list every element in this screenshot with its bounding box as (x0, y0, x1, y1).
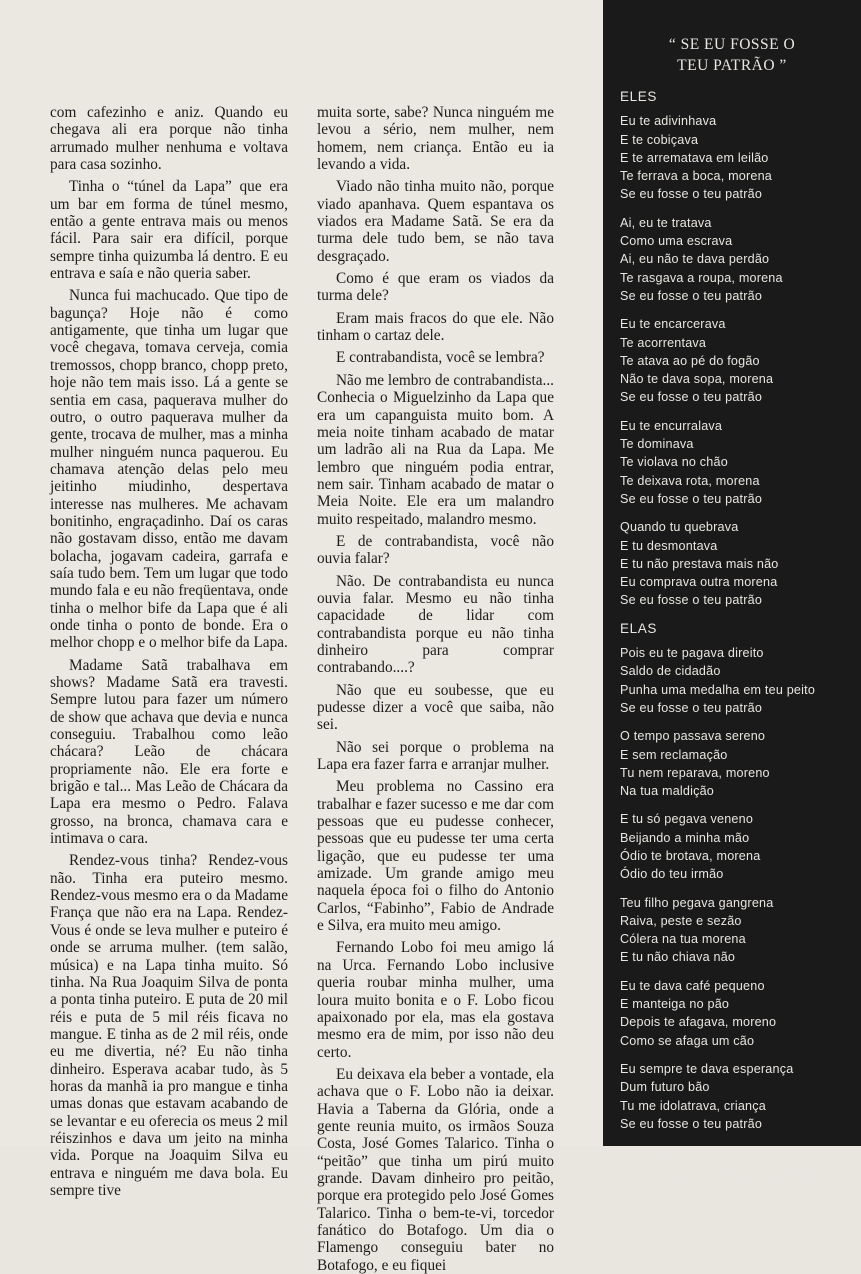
lyrics-line: Ódio do teu irmão (620, 867, 724, 882)
lyrics-line: Quando tu quebrava (620, 520, 739, 535)
article-paragraph: Tinha o “túnel da Lapa” que era um bar em forma de túnel mesmo, então a gente entrava mais ou menos fácil. Para sair era difícil, porque sempre tinha quizumba lá dentro. E eu entrava e saía e não queria saber. (50, 178, 288, 283)
lyrics-line: Pois eu te pagava direito (620, 646, 764, 661)
lyrics-line: Tu nem reparava, moreno (620, 765, 770, 780)
lyrics-stanza (620, 1060, 856, 1133)
lyrics-stanza (620, 417, 856, 508)
article-paragraph: Eram mais fracos do que ele. Não tinham o cartaz dele. (317, 309, 554, 345)
lyrics-line: Teu filho pegava gangrena (620, 895, 774, 910)
article-paragraph: E contrabandista, você se lembra? (336, 349, 545, 367)
article-paragraph: Fernando Lobo foi meu amigo lá na Urca. Fernando Lobo inclusive queria roubar minha mulher, uma loura muito bonita e o F. Lobo ficou apaixonado por ela, mas ela gostava mesmo era de mim, por isso não deu certo. (317, 939, 554, 1061)
article-column-middle (317, 104, 554, 1274)
lyrics-line: E tu não prestava mais não (620, 556, 779, 571)
lyrics-stanza (620, 810, 856, 883)
lyrics-line: Se eu fosse o teu patrão (620, 187, 763, 202)
lyrics-line: Te deixava rota, morena (620, 473, 760, 488)
lyrics-line: E tu só pegava veneno (620, 812, 754, 827)
lyrics-line: Ai, eu te tratava (620, 215, 712, 230)
article-paragraph: Não que eu soubesse, que eu pudesse dizer a você que saiba, não sei. (317, 681, 554, 734)
lyrics-line: Te violava no chão (620, 455, 728, 470)
lyrics-stanza (620, 894, 856, 967)
lyrics-line: Te rasgava a roupa, morena (620, 270, 783, 285)
lyrics-line: Eu sempre te dava esperança (620, 1061, 794, 1076)
lyrics-line: Se eu fosse o teu patrão (620, 593, 763, 608)
lyrics-section-heading: TODOS (620, 1144, 671, 1160)
song-title (603, 34, 861, 76)
lyrics-line: Ódio te brotava, morena (620, 848, 761, 863)
lyrics-line: E manteiga no pão (620, 997, 730, 1012)
lyrics-line: Beijando a minha mão (620, 830, 750, 845)
article-paragraph: Como é que eram os viados da turma dele? (317, 270, 554, 305)
article-paragraph: Nunca fui machucado. Que tipo de bagunça? Hoje não é como antigamente, que tinha um lugar que você chegava, tomava cerveja, comia tremossos, chopp branco, chopp preto, hoje não tem mais isso. Lá a gente se sentia em casa, paquerava mulher do outro, o outro paquerava mulher da gente, trocava de mulher, mas a minha mulher ninguém nunca paquerou. Eu chamava atenção delas pelo meu jeitinho miudinho, despertava interesse nas mulheres. Me achavam bonitinho, engraçadinho. Daí os caras não gostavam disso, então me davam bolacha, jogavam cadeira, garrafa e saía tudo bem. Tem um lugar que todo mundo fala e eu não freqüentava, onde tinha o melhor bife da Lapa que é ali onde tinha o ponto de bonde. Era o melhor chopp e o melhor bife da Lapa. (50, 287, 288, 652)
lyrics-line: Eu te encurralava (620, 418, 723, 433)
lyrics-line: Na tua maldição (620, 784, 715, 799)
lyrics-stanza (620, 315, 856, 406)
lyrics-line: Raiva, peste e sezão (620, 913, 742, 928)
song-title-line-2: TEU PATRÃO ” (677, 57, 787, 74)
lyrics-stanza (620, 644, 856, 717)
lyrics-line: E tu não chiava não (620, 950, 736, 965)
lyrics-line: Se eu fosse o teu patrão (620, 700, 763, 715)
lyrics-line: Tu me idolatrava, criança (620, 1098, 766, 1113)
lyrics-line: Ai, eu não te dava perdão (620, 252, 770, 267)
lyrics-stanza (620, 518, 856, 609)
lyrics-line: Te ferrava a boca, morena (620, 169, 773, 184)
lyrics-line: O tempo passava sereno (620, 729, 766, 744)
lyrics-line: Se eu fosse o teu patrão (620, 390, 763, 405)
lyrics-section-heading: ELAS (620, 620, 657, 636)
lyrics-line: Eu te dava café pequeno (620, 978, 765, 993)
song-lyrics (620, 88, 856, 1186)
lyrics-line: Como uma escrava (620, 234, 733, 249)
lyrics-line: Como se afaga um cão (620, 1033, 755, 1048)
article-paragraph: Não me lembro de contrabandista... Conhecia o Miguelzinho da Lapa que era um capanguista muito bom. A meia noite tinham acabado de matar um ladrão ali na Rua da Lapa. Me lembro que ninguém podia entrar, nem sair. Tinham acabado de matar o Meia Noite. Ele era um malandro muito respeitado, malandro mesmo. (317, 371, 554, 528)
lyrics-line: Cólera na tua morena (620, 932, 746, 947)
lyrics-line: Te dominava (620, 437, 694, 452)
article-paragraph: com cafezinho e aniz. Quando eu chegava ali era porque não tinha arrumado mulher nenhuma e voltava para casa sozinho. (50, 104, 288, 174)
song-lyrics-sidebar (603, 0, 861, 1184)
lyrics-line: Eu comprava outra morena (620, 575, 778, 590)
lyrics-line: Se eu fosse o teu patrão (620, 1116, 763, 1131)
lyrics-stanza (620, 727, 856, 800)
lyrics-line: Se eu fosse o teu patrão (620, 288, 763, 303)
lyrics-line: E te arrematava em leilão (620, 150, 769, 165)
article-paragraph: E de contrabandista, você não ouvia falar? (317, 532, 554, 568)
lyrics-line: E te cobiçava (620, 132, 699, 147)
lyrics-stanza (620, 112, 856, 203)
lyrics-line: Não te dava sopa, morena (620, 372, 774, 387)
lyrics-line: Eu te adivinhava (620, 114, 717, 129)
lyrics-stanza (620, 214, 856, 305)
lyrics-line: Se eu fosse o teu patrão (620, 491, 763, 506)
lyrics-line: Punha uma medalha em teu peito (620, 682, 816, 697)
lyrics-line: Eu te encarcerava (620, 317, 726, 332)
article-paragraph: Viado não tinha muito não, porque viado apanhava. Quem espantava os viados era Madame Satã. Se era da turma dele tudo bem, se não tava desgraçado. (317, 178, 554, 265)
song-title-line-1: “ SE EU FOSSE O (668, 36, 796, 53)
article-column-left (50, 104, 288, 1199)
article-paragraph: muita sorte, sabe? Nunca ninguém me levou a sério, nem mulher, nem homem, nem criança. Então eu ia levando a vida. (317, 104, 554, 174)
lyrics-line: Saldo de cidadão (620, 664, 721, 679)
lyrics-line: Depois te afagava, moreno (620, 1015, 777, 1030)
article-paragraph: Eu deixava ela beber a vontade, ela achava que o F. Lobo não ia deixar. Havia a Taberna da Glória, onde a gente reunia muito, os irmãos Souza Costa, José Gomes Talarico. Tinha o “peitão” que tinha um pirú muito grande. Davam dinheiro pro peitão, porque era protegido pelo José Gomes Talarico. Tinha o bem-te-vi, torcedor fanático do Botafogo. Um dia o Flamengo conseguiu bater no Botafogo, e eu fiquei (317, 1065, 554, 1274)
article-paragraph: Madame Satã trabalhava em shows? Madame Satã era travesti. Sempre lutou para fazer um número de show que achava que devia e nunca conseguiu. Trabalhou como leão chácara? Leão de chácara propriamente não. Ele era forte e brigão e tal... Mas Leão de Chácara da Lapa era mesmo o Pedro. Falava grosso, na bronca, chamava cara e intimava o cara. (50, 656, 288, 848)
lyrics-section-heading: ELES (620, 89, 657, 104)
article-paragraph: Não sei porque o problema na Lapa era fazer farra e arranjar mulher. (317, 738, 554, 774)
lyrics-line: Te atava ao pé do fogão (620, 353, 760, 368)
lyrics-line: Dum futuro bão (620, 1080, 710, 1095)
article-paragraph: Rendez-vous tinha? Rendez-vous não. Tinha era puteiro mesmo. Rendez-vous mesmo era o da Madame França que não era na Lapa. Rendez-Vous é onde se leva mulher e puteiro é onde se arruma mulher. (tem salão, música) e na Lapa tinha muito. Só tinha. Na Rua Joaquim Silva de ponta a ponta tinha puteiro. E puta de 20 mil réis e puta de 5 mil réis ficava no mangue. E tinha as de 2 mil réis, onde eu me divertia, né? Eu não tinha dinheiro. Esperava acabar tudo, às 5 horas da manhã ia pro mangue e tinha umas donas que estavam acabando de se levantar e eu oferecia os meus 2 mil réiszinhos e dava um jeito na minha vida. Porque na Joaquim Silva eu entrava e ninguém me dava bola. Eu sempre tive (50, 852, 288, 1199)
lyrics-stanza (620, 977, 856, 1050)
lyrics-final-line: Nhão Nhão Nhão Nhão Nhão Nhão . . (620, 1169, 839, 1184)
lyrics-line: E sem reclamação (620, 747, 728, 762)
lyrics-line: Te acorrentava (620, 335, 707, 350)
lyrics-line: E tu desmontava (620, 538, 718, 553)
article-paragraph: Meu problema no Cassino era trabalhar e fazer sucesso e me dar com pessoas que eu pudesse conhecer, pessoas que eu pudesse ter uma certa ligação, que eu pudesse ter uma amizade. Um grande amigo meu naquela época foi o filho do Antonio Carlos, “Fabinho”, Fabio de Andrade e Silva, era muito meu amigo. (317, 778, 554, 935)
article-paragraph: Não. De contrabandista eu nunca ouvia falar. Mesmo eu não tinha capacidade de lidar com contrabandista porque eu não tinha dinheiro para comprar contrabando....? (317, 572, 554, 677)
